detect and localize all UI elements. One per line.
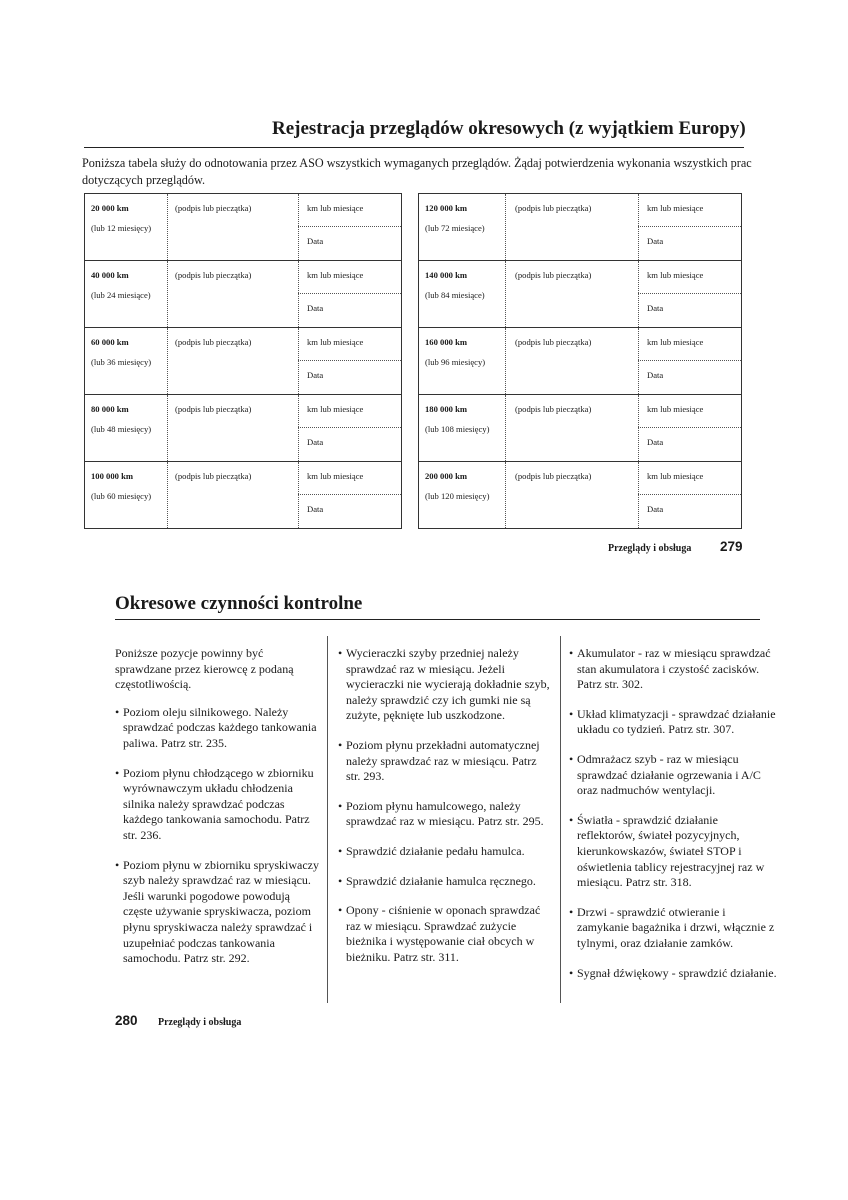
service-mileage: 60 000 km — [91, 337, 129, 347]
list-item — [569, 905, 779, 952]
list-item — [338, 903, 553, 965]
bullet-icon: • — [569, 646, 574, 660]
km-or-month-field: km lub miesiące — [307, 471, 364, 481]
table-intro: Poniższa tabela służy do odnotowania przez ASO wszystkich wymaganych przeglądów. Żądaj potwierdzenia wykonania wszystkich prac dotyczących przeglądów. — [82, 156, 752, 187]
date-field: Data — [647, 303, 664, 313]
signature-field: (podpis lub pieczątka) — [175, 404, 252, 414]
text-column-3 — [569, 646, 779, 995]
text-column-2 — [338, 646, 553, 980]
km-or-month-field: km lub miesiące — [647, 337, 704, 347]
list-item — [115, 858, 320, 967]
date-field: Data — [647, 236, 664, 246]
service-cell — [419, 395, 741, 462]
list-item-text: Akumulator - raz w miesiącu sprawdzać stan akumulatora i czystość zacisków. Patrz str. 302. — [577, 646, 771, 692]
text-column-1 — [115, 646, 320, 981]
service-table-left — [84, 193, 402, 529]
list-item — [338, 844, 553, 860]
bullet-icon: • — [115, 765, 120, 780]
cell-divider — [298, 360, 401, 361]
cell-divider — [167, 395, 168, 461]
service-mileage: 20 000 km — [91, 203, 129, 213]
cell-divider — [298, 194, 299, 260]
bullet-icon: • — [338, 843, 343, 858]
cell-divider — [505, 194, 506, 260]
km-or-month-field: km lub miesiące — [307, 404, 364, 414]
service-months: (lub 36 miesięcy) — [91, 357, 152, 367]
bullet-icon: • — [338, 873, 343, 888]
km-or-month-field: km lub miesiące — [647, 404, 704, 414]
list-item — [338, 738, 553, 785]
cell-divider — [638, 427, 741, 428]
service-cell — [85, 194, 401, 261]
service-cell — [419, 462, 741, 528]
list-item-text: Poziom płynu hamulcowego, należy sprawdzać raz w miesiącu. Patrz str. 295. — [346, 798, 544, 829]
cell-divider — [167, 194, 168, 260]
service-mileage: 160 000 km — [425, 337, 468, 347]
service-mileage: 100 000 km — [91, 471, 134, 481]
cell-divider — [638, 226, 741, 227]
section-title: Okresowe czynności kontrolne — [115, 593, 363, 614]
list-item-text: Poziom płynu przekładni automatycznej należy sprawdzać raz w miesiącu. Patrz str. 293. — [346, 737, 540, 784]
service-months: (lub 108 miesięcy) — [425, 424, 490, 434]
cell-divider — [638, 194, 639, 260]
bullet-icon: • — [338, 646, 343, 660]
cell-divider — [505, 395, 506, 461]
list-item — [338, 646, 553, 724]
list-item — [569, 813, 779, 891]
cell-divider — [505, 328, 506, 394]
date-field: Data — [307, 303, 324, 313]
service-cell — [419, 261, 741, 328]
date-field: Data — [307, 236, 324, 246]
date-field: Data — [307, 504, 324, 514]
date-field: Data — [307, 370, 324, 380]
service-months: (lub 48 miesięcy) — [91, 424, 152, 434]
signature-field: (podpis lub pieczątka) — [515, 404, 592, 414]
list-item — [338, 874, 553, 890]
service-months: (lub 72 miesiące) — [425, 223, 485, 233]
km-or-month-field: km lub miesiące — [647, 270, 704, 280]
list-item — [338, 799, 553, 830]
cell-divider — [298, 395, 299, 461]
bullet-icon: • — [569, 751, 574, 766]
service-cell — [85, 261, 401, 328]
cell-divider — [298, 293, 401, 294]
list-item-text: Drzwi - sprawdzić otwieranie i zamykanie bagażnika i drzwi, włącznie z tylnymi, oraz działanie zamków. — [577, 904, 775, 950]
service-cell — [419, 194, 741, 261]
km-or-month-field: km lub miesiące — [647, 203, 704, 213]
km-or-month-field: km lub miesiące — [307, 270, 364, 280]
service-months: (lub 96 miesięcy) — [425, 357, 486, 367]
service-cell — [85, 462, 401, 528]
column-divider — [560, 636, 561, 1003]
section-rule — [115, 619, 760, 620]
cell-divider — [298, 261, 299, 327]
bullet-icon: • — [569, 965, 574, 980]
service-mileage: 120 000 km — [425, 203, 468, 213]
signature-field: (podpis lub pieczątka) — [515, 203, 592, 213]
list-item-text: Poziom oleju silnikowego. Należy sprawdzać podczas każdego tankowania paliwa. Patrz str. 235. — [123, 704, 317, 750]
footer-section-label: Przeglądy i obsługa — [608, 543, 692, 554]
cell-divider — [638, 360, 741, 361]
date-field: Data — [307, 437, 324, 447]
cell-divider — [167, 328, 168, 394]
list-item — [569, 646, 779, 693]
cell-divider — [298, 328, 299, 394]
signature-field: (podpis lub pieczątka) — [175, 270, 252, 280]
intro-paragraph: Poniższe pozycje powinny być sprawdzane przez kierowcę z podaną częstotliwością. — [115, 646, 294, 692]
cell-divider — [298, 494, 401, 495]
service-months: (lub 24 miesiące) — [91, 290, 151, 300]
column-divider — [327, 636, 328, 1003]
cell-divider — [638, 261, 639, 327]
service-mileage: 180 000 km — [425, 404, 468, 414]
date-field: Data — [647, 370, 664, 380]
signature-field: (podpis lub pieczątka) — [175, 471, 252, 481]
bullet-icon: • — [338, 798, 343, 813]
bullet-icon: • — [338, 903, 343, 918]
list-item — [115, 705, 320, 752]
km-or-month-field: km lub miesiące — [307, 203, 364, 213]
cell-divider — [505, 261, 506, 327]
signature-field: (podpis lub pieczątka) — [175, 337, 252, 347]
page-title: Rejestracja przeglądów okresowych (z wyjątkiem Europy) — [272, 118, 746, 139]
list-item-text: Odmrażacz szyb - raz w miesiącu sprawdzać działanie ogrzewania i A/C oraz nadmuchów wentylacji. — [577, 751, 761, 798]
list-item-text: Poziom płynu w zbiorniku spryskiwaczy szyb należy sprawdzać raz w miesiącu. Jeśli warunki pogodowe powodują częste używanie spryskiwacza, poziom płynu spryskiwacza należy sprawdzać i uzupełniać podczas tankowania samochodu. Patrz str. 292. — [123, 857, 319, 966]
cell-divider — [167, 462, 168, 528]
service-table-right — [418, 193, 742, 529]
cell-divider — [298, 226, 401, 227]
page-number: 280 — [115, 1013, 138, 1028]
list-item-text: Światła - sprawdzić działanie reflektorów, świateł pozycyjnych, kierunkowskazów, świateł STOP i oświetlenia tablicy rejestracyjnej raz w miesiącu. Patrz str. 318. — [577, 812, 765, 890]
service-cell — [419, 328, 741, 395]
bullet-icon: • — [115, 857, 120, 872]
km-or-month-field: km lub miesiące — [647, 471, 704, 481]
cell-divider — [638, 494, 741, 495]
bullet-icon: • — [569, 812, 574, 827]
list-item-text: Opony - ciśnienie w oponach sprawdzać raz w miesiącu. Sprawdzać zużycie bieżnika i występowanie ciał obcych w bieżniku. Patrz str. 311. — [346, 903, 541, 964]
title-rule — [84, 147, 744, 148]
list-item-text: Sprawdzić działanie pedału hamulca. — [346, 843, 525, 858]
cell-divider — [638, 462, 639, 528]
service-cell — [85, 328, 401, 395]
service-mileage: 200 000 km — [425, 471, 468, 481]
service-mileage: 40 000 km — [91, 270, 129, 280]
service-mileage: 80 000 km — [91, 404, 129, 414]
bullet-icon: • — [338, 737, 343, 752]
service-months: (lub 120 miesięcy) — [425, 491, 490, 501]
date-field: Data — [647, 504, 664, 514]
bullet-icon: • — [569, 904, 574, 919]
signature-field: (podpis lub pieczątka) — [515, 270, 592, 280]
cell-divider — [505, 462, 506, 528]
date-field: Data — [647, 437, 664, 447]
list-item-text: Sprawdzić działanie hamulca ręcznego. — [346, 873, 536, 888]
service-mileage: 140 000 km — [425, 270, 468, 280]
service-months: (lub 84 miesiące) — [425, 290, 485, 300]
list-item-text: Układ klimatyzacji - sprawdzać działanie układu co tydzień. Patrz str. 307. — [577, 706, 776, 737]
service-months: (lub 60 miesięcy) — [91, 491, 152, 501]
cell-divider — [167, 261, 168, 327]
list-item — [569, 752, 779, 799]
list-item-text: Poziom płynu chłodzącego w zbiorniku wyrównawczym układu chłodzenia silnika należy sprawdzać podczas każdego tankowania samochodu. Patrz str. 236. — [123, 765, 314, 842]
list-item — [569, 707, 779, 738]
cell-divider — [298, 462, 299, 528]
list-item-text: Sygnał dźwiękowy - sprawdzić działanie. — [577, 965, 777, 980]
km-or-month-field: km lub miesiące — [307, 337, 364, 347]
signature-field: (podpis lub pieczątka) — [515, 471, 592, 481]
cell-divider — [638, 395, 639, 461]
signature-field: (podpis lub pieczątka) — [515, 337, 592, 347]
cell-divider — [638, 328, 639, 394]
service-months: (lub 12 miesięcy) — [91, 223, 152, 233]
cell-divider — [298, 427, 401, 428]
list-item — [569, 966, 779, 982]
footer-section-label: Przeglądy i obsługa — [158, 1017, 242, 1028]
cell-divider — [638, 293, 741, 294]
page-number: 279 — [720, 539, 743, 554]
bullet-icon: • — [569, 706, 574, 721]
signature-field: (podpis lub pieczątka) — [175, 203, 252, 213]
bullet-icon: • — [115, 704, 120, 719]
list-item-text: Wycieraczki szyby przedniej należy sprawdzać raz w miesiącu. Jeżeli wycieraczki nie wycierają dokładnie szyb, należy sprawdzić czy ich gumki nie są zużyte, pęknięte lub uszkodzone. — [346, 646, 550, 723]
service-cell — [85, 395, 401, 462]
list-item — [115, 766, 320, 844]
